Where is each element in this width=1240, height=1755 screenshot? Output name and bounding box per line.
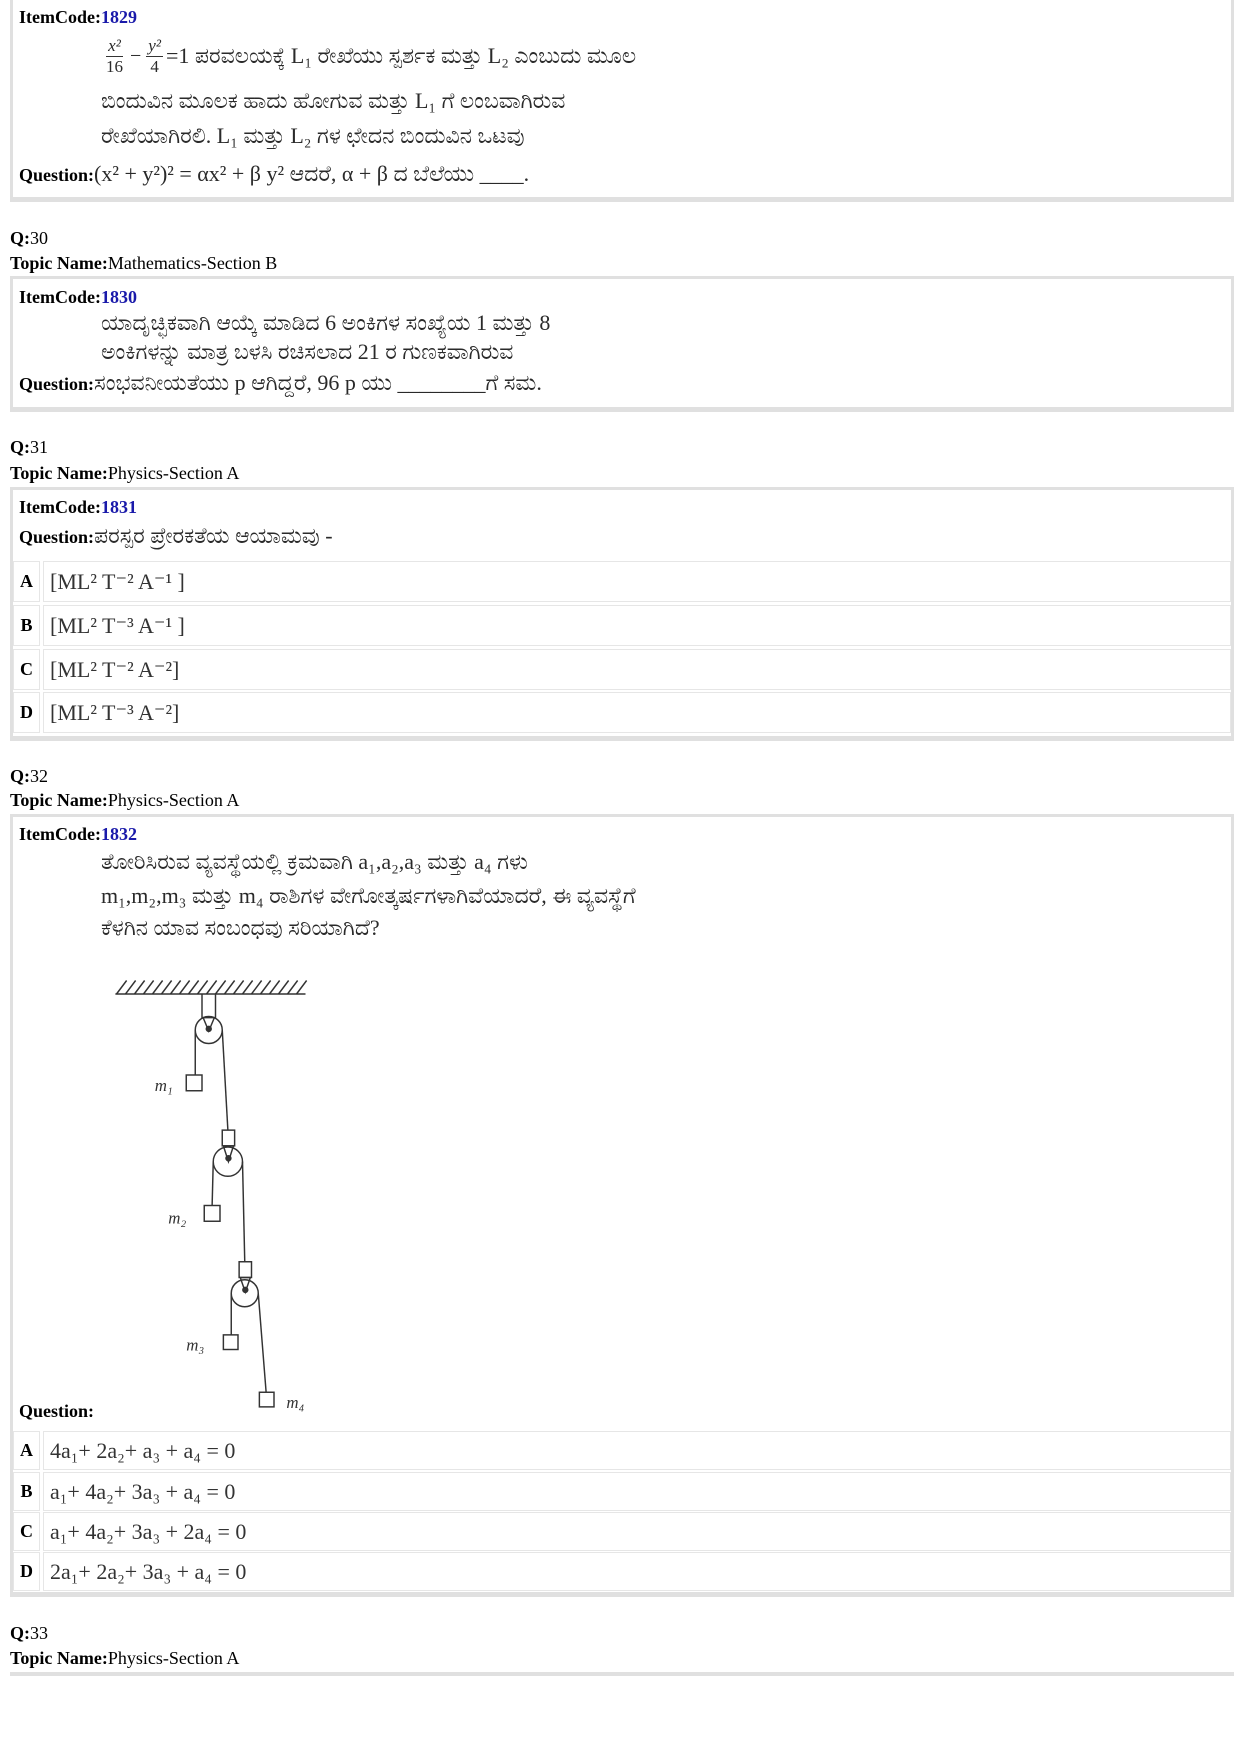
item-code-value: 1831 xyxy=(100,497,137,517)
option-text: [ML² T⁻³ A⁻²] xyxy=(43,692,1231,733)
topic-name-label: Topic Name: xyxy=(10,1648,108,1668)
minus-sign: − xyxy=(130,44,142,67)
topic-name-value: Physics-Section A xyxy=(107,463,240,483)
mass-m2-block xyxy=(204,1206,220,1222)
question-body-line: ಬಿಂದುವಿನ ಮೂಲಕ ಹಾದು ಹೋಗುವ ಮತ್ತು L₁ ಗೆ ಲಂಬವಾಗಿರುವ xyxy=(101,88,566,113)
pulley-3-axle xyxy=(243,1287,248,1292)
option-letter: B xyxy=(13,605,40,646)
question-row xyxy=(19,1400,94,1422)
mass-m3-block xyxy=(223,1335,238,1350)
option-text: a₁+ 4a₂+ 3a₃ + a₄ = 0 xyxy=(43,1472,1231,1511)
item-code-label: ItemCode: xyxy=(19,7,101,27)
topic-name-label: Topic Name: xyxy=(10,463,108,483)
string-pulley-2-to-3 xyxy=(243,1162,245,1262)
option-text: [ML² T⁻² A⁻¹ ] xyxy=(43,561,1231,602)
string-pulley-1-to-2 xyxy=(222,1030,228,1130)
option-text: [ML² T⁻² A⁻²] xyxy=(43,649,1231,690)
ceiling-hatching xyxy=(117,981,307,995)
question-body-line: ಕೆಳಗಿನ ಯಾವ ಸಂಬಂಧವು ಸರಿಯಾಗಿದೆ? xyxy=(101,915,380,940)
hyperbola-equation-line xyxy=(101,32,636,80)
option-row-a xyxy=(13,561,1231,602)
mass-m2-label: m₂ xyxy=(168,1208,187,1228)
question-number xyxy=(10,765,48,787)
question-number-value: 32 xyxy=(30,766,48,786)
option-letter: B xyxy=(13,1472,40,1511)
option-letter: D xyxy=(13,1552,40,1591)
item-code-row xyxy=(19,823,137,845)
string-m2 xyxy=(212,1162,213,1206)
question-text: (x² + y²)² = αx² + β y² ಆದರೆ, α + β ದ ಬೆಲೆಯು ____. xyxy=(94,161,530,186)
question-row xyxy=(19,522,333,550)
topic-name-label: Topic Name: xyxy=(10,253,108,273)
option-row-b xyxy=(13,1472,1231,1511)
topic-name xyxy=(10,252,277,274)
question-label: Question: xyxy=(19,1401,95,1421)
item-code-value: 1829 xyxy=(100,7,137,27)
mass-m4-label: m₄ xyxy=(286,1393,305,1412)
pulley-3 xyxy=(231,1262,258,1307)
option-row-c xyxy=(13,649,1231,690)
fraction-y-squared xyxy=(146,36,163,77)
question-number-value: 30 xyxy=(30,228,48,248)
fraction-x-squared xyxy=(104,36,125,77)
question-label: Question: xyxy=(19,527,95,547)
question-text: ಪರಸ್ಪರ ಪ್ರೇರಕತೆಯ ಆಯಾಮವು - xyxy=(94,523,333,548)
option-text: 4a₁+ 2a₂+ a₃ + a₄ = 0 xyxy=(43,1431,1231,1470)
mass-m3-label: m₃ xyxy=(186,1335,205,1355)
option-row-c xyxy=(13,1512,1231,1551)
pulley-3-wheel xyxy=(231,1280,258,1307)
option-row-b xyxy=(13,605,1231,646)
option-row-d xyxy=(13,1552,1231,1591)
topic-name xyxy=(10,1647,239,1669)
fraction-numerator: y² xyxy=(148,35,161,55)
question-row xyxy=(19,369,542,397)
option-row-a xyxy=(13,1431,1231,1470)
topic-name xyxy=(10,462,239,484)
topic-name-value: Physics-Section A xyxy=(107,1648,240,1668)
option-row-d xyxy=(13,692,1231,733)
question-number-value: 31 xyxy=(30,437,48,457)
item-code-label: ItemCode: xyxy=(19,824,101,844)
question-body-text: =1 ಪರವಲಯಕ್ಕೆ L₁ ರೇಖೆಯು ಸ್ಪರ್ಶಕ ಮತ್ತು L₂ ಎಂಬುದು ಮೂಲ xyxy=(165,43,637,68)
option-text: [ML² T⁻³ A⁻¹ ] xyxy=(43,605,1231,646)
question-number-label: Q: xyxy=(10,766,30,786)
question-number-label: Q: xyxy=(10,1623,30,1643)
fraction-denominator: 4 xyxy=(150,56,159,76)
topic-name xyxy=(10,789,239,811)
fraction-numerator: x² xyxy=(108,35,121,55)
option-text: 2a₁+ 2a₂+ 3a₃ + a₄ = 0 xyxy=(43,1552,1231,1591)
topic-name-value: Mathematics-Section B xyxy=(107,253,278,273)
mass-m4-block xyxy=(259,1392,274,1407)
question-label: Question: xyxy=(19,165,95,185)
item-code-label: ItemCode: xyxy=(19,497,101,517)
item-code-value: 1830 xyxy=(100,287,137,307)
pulley-2-axle xyxy=(226,1156,231,1161)
pulley-1-axle xyxy=(206,1026,211,1031)
option-letter: D xyxy=(13,692,40,733)
option-letter: C xyxy=(13,649,40,690)
question-label: Question: xyxy=(19,374,95,394)
ceiling xyxy=(115,981,306,995)
option-text: a₁+ 4a₂+ 3a₃ + 2a₄ = 0 xyxy=(43,1512,1231,1551)
mass-m1-block xyxy=(186,1075,202,1091)
item-code-label: ItemCode: xyxy=(19,287,101,307)
question-row xyxy=(19,160,529,188)
topic-name-label: Topic Name: xyxy=(10,790,108,810)
pulley-1 xyxy=(195,994,222,1044)
item-code-value: 1832 xyxy=(100,824,137,844)
question-number xyxy=(10,436,48,458)
item-code-row xyxy=(19,286,137,308)
question-body-line: ತೋರಿಸಿರುವ ವ್ಯವಸ್ಥೆಯಲ್ಲಿ ಕ್ರಮವಾಗಿ a₁,a₂,a₃ ಮತ್ತು a₄ ಗಳು xyxy=(101,849,528,874)
item-code-row xyxy=(19,496,137,518)
mass-m1-label: m₁ xyxy=(154,1075,173,1095)
fraction-denominator: 16 xyxy=(106,56,123,76)
question-number-value: 33 xyxy=(30,1623,48,1643)
question-number-label: Q: xyxy=(10,228,30,248)
pulley-3-hanger xyxy=(239,1262,251,1278)
question-body-line: ಅಂಕಿಗಳನ್ನು ಮಾತ್ರ ಬಳಸಿ ರಚಿಸಲಾದ 21 ರ ಗುಣಕವಾಗಿರುವ xyxy=(101,339,514,364)
item-box-top-border xyxy=(10,1672,1234,1676)
item-code-row xyxy=(19,6,137,28)
pulley-system-diagram xyxy=(112,967,337,1417)
option-letter: A xyxy=(13,561,40,602)
topic-name-value: Physics-Section A xyxy=(107,790,240,810)
question-body-line: ರೇಖೆಯಾಗಿರಲಿ. L₁ ಮತ್ತು L₂ ಗಳ ಛೇದನ ಬಿಂದುವಿನ ಒಟವು xyxy=(101,123,525,148)
question-text: ಸಂಭವನೀಯತೆಯು p ಆಗಿದ್ದರೆ, 96 p ಯು ________ಗೆ ಸಮ. xyxy=(94,370,542,395)
question-number xyxy=(10,227,48,249)
option-letter: C xyxy=(13,1512,40,1551)
question-body-line: ಯಾದೃಚ್ಛಿಕವಾಗಿ ಆಯ್ಕೆ ಮಾಡಿದ 6 ಅಂಕಿಗಳ ಸಂಖ್ಯೆಯ 1 ಮತ್ತು 8 xyxy=(101,310,551,335)
question-body-line: m₁,m₂,m₃ ಮತ್ತು m₄ ರಾಶಿಗಳ ವೇಗೋತ್ಕರ್ಷಗಳಾಗಿವೆಯಾದರೆ, ಈ ವ್ಯವಸ್ಥೆಗೆ xyxy=(101,883,636,908)
string-m4 xyxy=(258,1293,266,1392)
option-letter: A xyxy=(13,1431,40,1470)
pulley-2-hanger xyxy=(222,1130,234,1146)
question-number xyxy=(10,1622,48,1644)
pulley-2 xyxy=(213,1130,242,1176)
question-number-label: Q: xyxy=(10,437,30,457)
